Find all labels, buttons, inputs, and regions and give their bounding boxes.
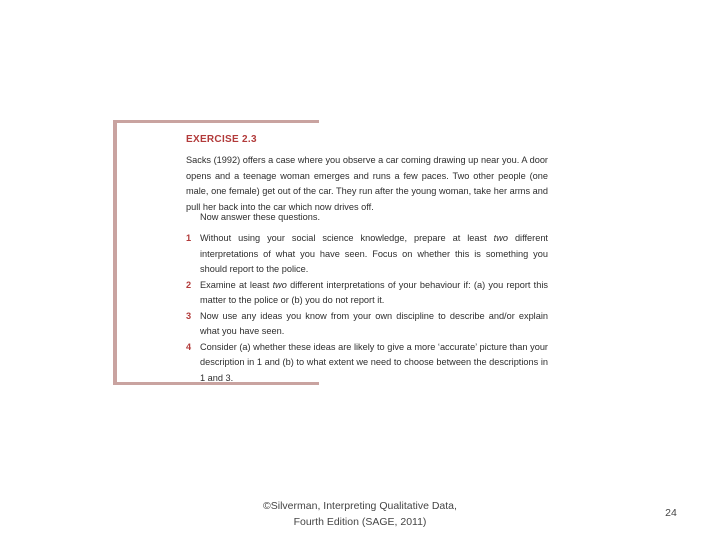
question-item: [186, 309, 548, 340]
question-text: Now use any ideas you know from your own discipline to describe and/or explain what you have seen.: [200, 310, 548, 336]
question-item: [186, 340, 548, 387]
exercise-box: [113, 120, 553, 385]
footer-citation: [240, 498, 480, 530]
page-number: 24: [665, 507, 677, 519]
question-number: 3: [186, 310, 192, 321]
question-text: Examine at least two different interpretations of your behaviour if: (a) you report this matter to the police or (b) you do not report it.: [200, 279, 548, 305]
citation-line: ©Silverman, Interpreting Qualitative Data,: [263, 500, 457, 512]
question-number: 2: [186, 279, 192, 290]
question-item: [186, 231, 548, 278]
exercise-paragraph: Sacks (1992) offers a case where you observe a car coming drawing up near you. A door opens and a teenage woman emerges and runs a few paces. Two other people (one male, one female) get out of the car. They run after the young woman, take her arms and pull her back into the car which now drives off.: [186, 155, 548, 212]
exercise-title: EXERCISE 2.3: [186, 134, 257, 145]
question-text: Consider (a) whether these ideas are likely to give a more ‘accurate’ picture than your description in 1 and (b) to what extent we need to choose between the descriptions in 1 and 3.: [200, 341, 548, 383]
question-item: [186, 278, 548, 309]
question-text: Without using your social science knowledge, prepare at least two different interpretations of what you have seen. Focus on whether this is something you should report to the police.: [200, 233, 548, 274]
question-list: [186, 231, 548, 386]
question-number: 4: [186, 341, 192, 352]
box-border-left: [113, 120, 117, 385]
box-border-top: [113, 120, 319, 123]
question-number: 1: [186, 233, 192, 243]
citation-line: Fourth Edition (SAGE, 2011): [293, 516, 427, 528]
exercise-instruction: Now answer these questions.: [200, 212, 321, 222]
